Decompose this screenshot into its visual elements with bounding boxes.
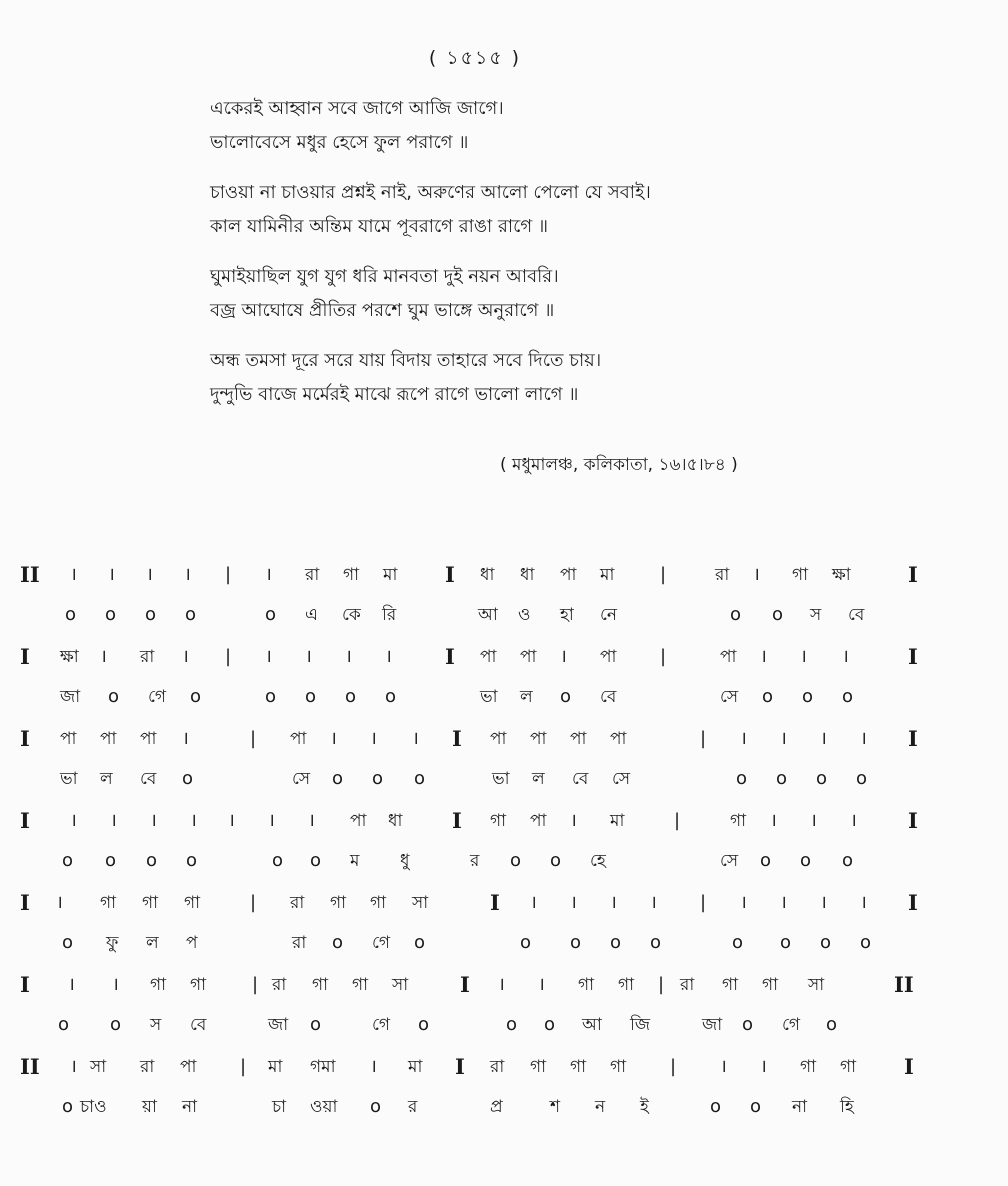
lyric-syllable: ল [146,933,159,953]
swara-note: । [530,892,537,913]
swara-note: গা [800,1057,817,1077]
lyric-syllable: শ [550,1097,561,1117]
swara-note: । [265,646,272,667]
lyric-syllable: হি [840,1097,854,1117]
lyric-syllable: o [520,932,532,953]
lyric-syllable: বে [572,769,589,789]
bar-line: | [252,974,259,995]
swara-note: গা [312,975,329,995]
swara-note: গা [792,565,809,585]
swara-note: ক্ষা [832,565,851,585]
swara-note: । [70,810,77,831]
bar-line: II [20,1054,40,1079]
swara-note: । [112,974,119,995]
poem-line: কাল যামিনীর অন্তিম যামে পূবরাগে রাঙা রাগে ॥ [210,216,549,237]
swara-row [20,970,970,1010]
lyric-syllable: o [332,932,344,953]
swara-note: পা [490,729,507,749]
lyric-syllable: জি [630,1015,651,1035]
lyric-syllable: o [62,1096,74,1117]
bar-line: | [660,646,667,667]
lyric-syllable: o [110,1014,122,1035]
swara-note: । [150,810,157,831]
lyric-syllable: o [860,932,872,953]
swara-note: । [412,728,419,749]
swara-note: মা [610,811,625,831]
lyric-syllable: o [732,932,744,953]
lyric-syllable: হা [560,605,574,625]
swara-note: পা [180,1057,197,1077]
lyric-syllable: র [408,1097,418,1117]
lyric-syllable: o [190,686,202,707]
swara-note: গা [190,975,207,995]
lyric-syllable: গে [782,1015,801,1035]
lyric-syllable: আ [478,605,498,625]
notation-block [20,642,970,724]
bar-line: | [250,892,257,913]
bar-line: I [908,808,918,833]
lyric-syllable: হে [590,851,606,871]
notation-block [20,560,970,642]
swara-note: রা [140,647,155,667]
lyric-syllable: o [305,686,317,707]
swara-note: পা [480,647,497,667]
lyric-syllable: ল [532,769,545,789]
lyric-syllable: ও [518,605,531,625]
notation-block [20,1052,970,1134]
poem [210,92,910,428]
swara-note: । [108,564,115,585]
lyric-syllable: সে [720,687,739,707]
lyric-syllable: o [772,604,784,625]
lyric-syllable: সে [292,769,311,789]
bar-line: I [20,808,30,833]
swara-note: । [810,810,817,831]
swara-note: ধা [480,565,495,585]
lyric-syllable: ভা [60,769,78,789]
swara-note: গা [142,893,159,913]
lyric-syllable: o [856,768,868,789]
swara-note: । [70,564,77,585]
swara-note: ধা [520,565,535,585]
poem-line: অন্ধ তমসা দূরে সরে যায় বিদায় তাহারে সবে দিতে চায়। [210,350,602,371]
lyric-row [20,846,970,886]
lyric-syllable: o [186,850,198,871]
lyric-syllable: প [186,933,198,953]
bar-line: I [908,726,918,751]
lyric-syllable: নে [600,605,618,625]
lyric-syllable: জা [60,687,81,707]
lyric-syllable: o [105,604,117,625]
lyric-syllable: স [150,1015,162,1035]
lyric-syllable: o [762,686,774,707]
swara-note: পা [530,811,547,831]
lyric-syllable: o [332,768,344,789]
bar-line: | [660,564,667,585]
lyric-syllable: o [570,932,582,953]
swara-note: । [146,564,153,585]
lyric-syllable: o [105,850,117,871]
swara-note: গা [370,893,387,913]
bar-line: | [225,646,232,667]
lyric-syllable: ভা [480,687,498,707]
lyric-syllable: প্র [490,1097,503,1117]
lyric-syllable: o [650,932,662,953]
swara-note: রা [140,1057,155,1077]
lyric-syllable: চা [272,1097,287,1117]
bar-line: | [225,564,232,585]
swara-row [20,1052,970,1092]
swara-note: । [650,892,657,913]
lyric-syllable: o [736,768,748,789]
swara-note: । [860,728,867,749]
swara-row [20,888,970,928]
bar-line: I [445,562,455,587]
swara-note: গা [330,893,347,913]
lyric-syllable: o [62,850,74,871]
lyric-row [20,1092,970,1132]
lyric-syllable: বে [190,1015,207,1035]
swara-note: । [860,892,867,913]
lyric-syllable: আ [582,1015,602,1035]
swara-note: । [370,728,377,749]
swara-note: গা [840,1057,857,1077]
lyric-row [20,1010,970,1050]
swara-note: । [538,974,545,995]
lyric-syllable: জা [268,1015,289,1035]
swara-note: । [498,974,505,995]
swara-note: । [110,810,117,831]
swara-note: । [770,810,777,831]
swara-note: । [228,810,235,831]
swara-note: ক্ষা [60,647,79,667]
swara-note: গা [618,975,635,995]
lyric-syllable: o [802,686,814,707]
lyric-row [20,600,970,640]
bar-line: I [908,644,918,669]
poem-stanza [210,176,910,244]
swara-row [20,642,970,682]
swara-note: রা [305,565,320,585]
lyric-syllable: o [62,932,74,953]
swara-row [20,560,970,600]
bar-line: I [455,1054,465,1079]
swara-note: । [800,646,807,667]
swara-note: গা [150,975,167,995]
bar-line: I [452,808,462,833]
poem-stanza [210,344,910,412]
lyric-syllable: o [265,604,277,625]
swara-note: পা [140,729,157,749]
lyric-syllable: o [710,1096,722,1117]
swara-note: । [753,564,760,585]
swara-note: গা [184,893,201,913]
swara-note: । [182,728,189,749]
swara-note: গা [730,811,747,831]
bar-line: | [658,974,665,995]
swara-note: গা [343,565,360,585]
poem-stanza [210,92,910,160]
lyric-row [20,928,970,968]
swara-note: । [820,728,827,749]
swara-note: সা [90,1057,107,1077]
swara-note: সা [412,893,429,913]
swara-note: পা [350,811,367,831]
swara-note: গা [530,1057,547,1077]
lyric-row [20,682,970,722]
notation-block [20,970,970,1052]
bar-line: I [445,644,455,669]
lyric-syllable: o [842,850,854,871]
swara-note: পা [290,729,307,749]
lyric-syllable: o [742,1014,754,1035]
bar-line: | [240,1056,247,1077]
bar-line: I [908,562,918,587]
bar-line: I [20,972,30,997]
notation-block [20,724,970,806]
swara-note: পা [570,729,587,749]
lyric-syllable: গে [372,933,391,953]
swara-note: । [850,810,857,831]
swara-note: । [370,1056,377,1077]
lyric-syllable: o [550,850,562,871]
swara-note: পা [720,647,737,667]
swara-note: । [190,810,197,831]
bar-line: | [674,810,681,831]
lyric-syllable: o [560,686,572,707]
poem-line: বজ্র আঘোষে প্রীতির পরশে ঘুম ভাঙ্গে অনুরাগে ॥ [210,300,555,321]
lyric-syllable: o [345,686,357,707]
swara-note: পা [610,729,627,749]
lyric-syllable: o [185,604,197,625]
swara-note: । [780,892,787,913]
swara-note: গা [578,975,595,995]
swara-note: গমা [310,1057,336,1077]
swara-note: পা [100,729,117,749]
swara-note: । [70,1056,77,1077]
swara-note: গা [762,975,779,995]
lyric-syllable: না [182,1097,198,1117]
lyric-syllable: য়া [142,1097,157,1117]
bar-line: I [20,890,30,915]
lyric-syllable: বে [140,769,157,789]
swara-note: মা [268,1057,283,1077]
swara-row [20,806,970,846]
lyric-syllable: o [826,1014,838,1035]
bar-line: | [250,728,257,749]
swara-note: । [265,564,272,585]
lyric-syllable: o [780,932,792,953]
lyric-syllable: o [750,1096,762,1117]
swara-note: । [740,728,747,749]
swara-note: । [345,646,352,667]
lyric-syllable: o [310,1014,322,1035]
poem-line: ঘুমাইয়াছিল যুগ যুগ ধরি মানবতা দুই নয়ন আবরি। [210,266,559,287]
swara-note: মা [408,1057,423,1077]
lyric-syllable: o [544,1014,556,1035]
lyric-syllable: o [414,768,426,789]
swara-note: রা [490,1057,505,1077]
lyric-syllable: ধু [400,851,410,871]
lyric-syllable: o [418,1014,430,1035]
swara-note: পা [530,729,547,749]
swara-note: । [308,810,315,831]
swara-note: গা [100,893,117,913]
swara-note: গা [570,1057,587,1077]
swaralipi-notation [20,560,970,1134]
swara-note: । [570,810,577,831]
swara-note: । [385,646,392,667]
lyric-syllable: সে [612,769,631,789]
poem-line: একেরই আহ্বান সবে জাগে আজি জাগে। [210,98,504,119]
swara-note: । [760,646,767,667]
lyric-syllable: o [816,768,828,789]
swara-note: পা [600,647,617,667]
lyric-syllable: ফু [106,933,119,953]
bar-line: II [894,972,914,997]
bar-line: I [452,726,462,751]
lyric-syllable: o [65,604,77,625]
bar-line: I [20,644,30,669]
swara-note: । [820,892,827,913]
swara-note: । [182,646,189,667]
swara-note: রা [290,893,305,913]
swara-note: । [780,728,787,749]
swara-note: । [56,892,63,913]
lyric-row [20,764,970,804]
bar-line: I [20,726,30,751]
lyric-syllable: o [385,686,397,707]
swara-note: । [560,646,567,667]
lyric-syllable: o [370,1096,382,1117]
poem-stanza [210,260,910,328]
lyric-syllable: ভা [492,769,510,789]
lyric-syllable: এ [305,605,318,625]
lyric-syllable: চাও [80,1097,107,1117]
lyric-syllable: o [146,850,158,871]
notation-block [20,888,970,970]
lyric-syllable: ই [640,1097,649,1117]
lyric-syllable: স [810,605,822,625]
lyric-syllable: ওয়া [310,1097,338,1117]
bar-line: I [908,890,918,915]
lyric-syllable: র [470,851,480,871]
swara-note: । [760,1056,767,1077]
lyric-syllable: ম [350,851,360,871]
swara-row [20,724,970,764]
swara-note: রা [680,975,695,995]
lyric-syllable: সে [720,851,739,871]
swara-note: পা [560,565,577,585]
swara-note: রা [715,565,730,585]
lyric-syllable: বে [848,605,865,625]
lyric-syllable: o [760,850,772,871]
swara-note: । [100,646,107,667]
bar-line: | [700,892,707,913]
bar-line: I [490,890,500,915]
poem-line: চাওয়া না চাওয়ার প্রশ্নই নাই, অরুণের আলো পেলো যে সবাই। [210,182,651,203]
lyric-syllable: রি [382,605,397,625]
lyric-syllable: o [265,686,277,707]
swara-note: পা [520,647,537,667]
swara-note: গা [610,1057,627,1077]
lyric-syllable: গে [372,1015,391,1035]
swara-note: ধা [388,811,403,831]
swara-note: । [184,564,191,585]
swara-note: । [720,1056,727,1077]
lyric-syllable: o [310,850,322,871]
lyric-syllable: ন [595,1097,606,1117]
lyric-syllable: ল [100,769,113,789]
lyric-syllable: o [610,932,622,953]
lyric-syllable: o [842,686,854,707]
bar-line: | [670,1056,677,1077]
lyric-syllable: o [730,604,742,625]
swara-note: গা [722,975,739,995]
lyric-syllable: o [272,850,284,871]
lyric-syllable: রা [292,933,307,953]
swara-note: গা [490,811,507,831]
swara-note: । [740,892,747,913]
swara-note: সা [392,975,409,995]
lyric-syllable: কে [342,605,361,625]
swara-note: মা [600,565,615,585]
poem-line: দুন্দুভি বাজে মর্মেরই মাঝে রূপে রাগে ভালো লাগে ॥ [210,384,579,405]
page-number: ( ১৫১৫ ) [428,47,522,69]
bar-line: I [460,972,470,997]
bar-line: I [904,1054,914,1079]
swara-note: রা [272,975,287,995]
lyric-syllable: o [414,932,426,953]
swara-note: । [330,728,337,749]
notation-block [20,806,970,888]
lyric-syllable: o [108,686,120,707]
lyric-syllable: বে [600,687,617,707]
swara-note: । [268,810,275,831]
swara-note: সা [808,975,825,995]
lyric-syllable: জা [702,1015,723,1035]
swara-note: । [610,892,617,913]
lyric-syllable: o [800,850,812,871]
swara-note: । [570,892,577,913]
lyric-syllable: o [372,768,384,789]
lyric-syllable: o [776,768,788,789]
swara-note: পা [60,729,77,749]
lyric-syllable: ল [520,687,533,707]
bar-line: II [20,562,40,587]
swara-note: গা [352,975,369,995]
lyric-syllable: o [182,768,194,789]
bar-line: | [700,728,707,749]
lyric-syllable: o [506,1014,518,1035]
swara-note: । [305,646,312,667]
lyric-syllable: o [510,850,522,871]
lyric-syllable: o [145,604,157,625]
poem-source: ( মধুমালঞ্চ, কলিকাতা, ১৬।৫।৮৪ ) [500,455,738,475]
lyric-syllable: না [792,1097,808,1117]
lyric-syllable: গে [148,687,167,707]
poem-line: ভালোবেসে মধুর হেসে ফুল পরাগে ॥ [210,132,469,153]
swara-note: । [842,646,849,667]
lyric-syllable: o [58,1014,70,1035]
swara-note: । [68,974,75,995]
swara-note: মা [383,565,398,585]
lyric-syllable: o [820,932,832,953]
